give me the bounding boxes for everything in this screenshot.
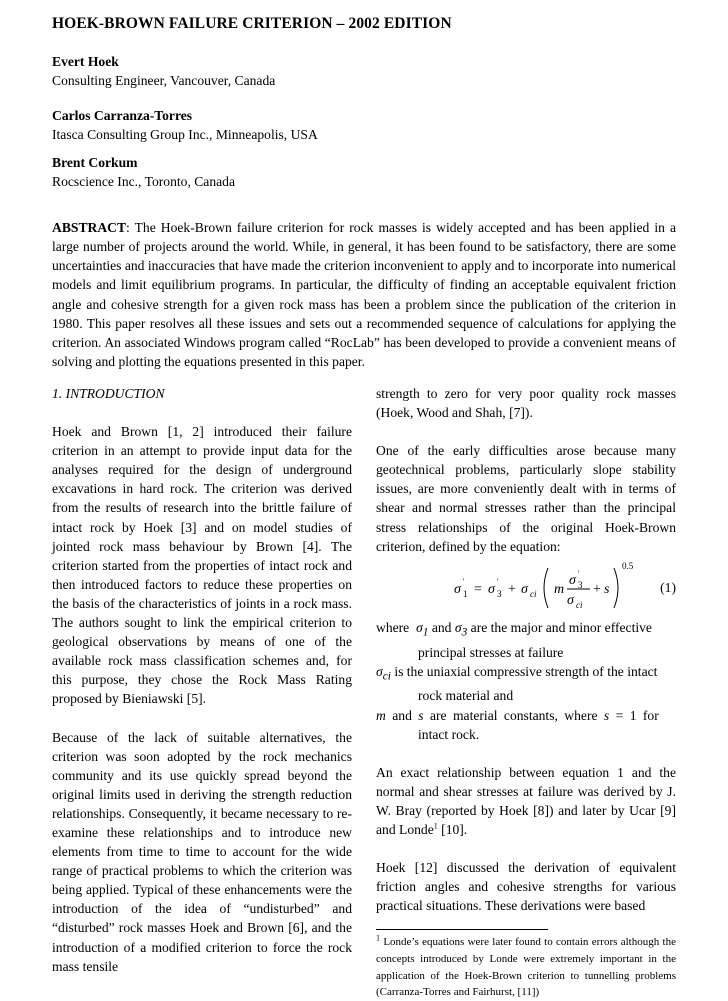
eq-plus: + bbox=[508, 581, 516, 597]
eq-sub-ci: ci bbox=[530, 588, 537, 599]
and-word: and bbox=[431, 619, 452, 635]
author-name: Brent Corkum bbox=[52, 155, 138, 170]
eq-num-sigma3: σ bbox=[569, 572, 576, 588]
eq-equals: = bbox=[474, 581, 482, 597]
section-heading: 1. INTRODUCTION bbox=[52, 386, 165, 401]
paragraph bbox=[376, 763, 676, 839]
sym-sub: 3 bbox=[461, 626, 468, 639]
right-column bbox=[376, 384, 676, 1001]
equation-number: (1) bbox=[660, 579, 676, 595]
eq-m: m bbox=[554, 581, 565, 597]
sym-sigma-ci bbox=[376, 663, 391, 683]
author-affiliation: Consulting Engineer, Vancouver, Canada bbox=[52, 73, 276, 88]
paragraph: Hoek and Brown [1, 2] introduced their failure criterion in an attempt to provide input data for the analyses required for the design of underground excavations in hard rock. The criterion was derived from the results of research into the brittle failure of intact rock by Hoek [3] and on model studies of jointed rock mass behaviour by Brown [4]. The criterion started from the properties of intact rock and then introduced factors to reduce these properties on the basis of the characteristics of joints in a rock mass. The authors sought to link the empirical criterion to geological observations by means of one of the available rock mass classification schemes and, for this purpose, they chose the Rock Mass Rating proposed by Bieniawski [5]. bbox=[52, 424, 352, 707]
eq-left-paren bbox=[544, 568, 548, 608]
paper-title: HOEK-BROWN FAILURE CRITERION – 2002 EDITION bbox=[52, 15, 452, 32]
eq-sigma-ci: σ bbox=[521, 581, 528, 597]
and-word: and bbox=[392, 707, 412, 723]
author-name: Evert Hoek bbox=[52, 54, 119, 69]
footnote-ref: 1 bbox=[433, 821, 438, 831]
eq-den-sub: ci bbox=[576, 599, 583, 610]
eq-sigma1: σ bbox=[454, 581, 461, 597]
where-text: are material constants, where bbox=[429, 707, 598, 723]
author-affiliation: Itasca Consulting Group Inc., Minneapolis, USA bbox=[52, 127, 318, 142]
where-line-3-cont: intact rock. bbox=[418, 726, 480, 742]
where-text: is the uniaxial compressive strength of the intact bbox=[394, 663, 658, 679]
sym-sub: 1 bbox=[422, 626, 429, 639]
where-text: = 1 for bbox=[615, 707, 659, 723]
sym-sigma: σ bbox=[416, 619, 423, 635]
sym-sigma: σ bbox=[454, 619, 462, 635]
footnote-text: Londe’s equations were later found to contain errors although the concepts introduced by Londe were extremely important in the application of the Hoek-Brown criterion to tunnelling problems (Carranza-Torres and Fairhurst, [11]) bbox=[376, 936, 676, 999]
eq-prime: ' bbox=[578, 568, 580, 578]
sym-m: m bbox=[376, 707, 386, 723]
eq-right-paren bbox=[614, 568, 618, 608]
where-line-1 bbox=[376, 618, 676, 643]
sym-sigma3 bbox=[454, 619, 468, 639]
paragraph: Hoek [12] discussed the derivation of equivalent friction angles and cohesive strengths for various practical situations. These derivations were based bbox=[376, 860, 676, 914]
eq-sub3: 3 bbox=[497, 588, 502, 599]
author-block-2 bbox=[52, 106, 318, 144]
eq-sigma3: σ bbox=[488, 581, 495, 597]
hoek-brown-equation bbox=[436, 560, 636, 614]
author-block-3 bbox=[52, 153, 235, 191]
footnote bbox=[376, 934, 676, 1000]
where-word: where bbox=[376, 619, 410, 635]
abstract bbox=[52, 218, 676, 371]
author-block-1 bbox=[52, 52, 275, 90]
sym-s: s bbox=[603, 707, 610, 723]
footnote-divider bbox=[376, 929, 548, 930]
eq-sub1: 1 bbox=[463, 588, 468, 599]
where-line-2-cont: rock material and bbox=[418, 688, 514, 704]
paragraph: strength to zero for very poor quality rock masses (Hoek, Wood and Shah, [7]). bbox=[376, 386, 676, 421]
eq-s: s bbox=[604, 581, 610, 597]
abstract-label: ABSTRACT bbox=[52, 220, 127, 235]
where-line-1-cont: principal stresses at failure bbox=[418, 644, 564, 660]
eq-prime: ' bbox=[497, 576, 499, 586]
equation-1 bbox=[376, 560, 676, 614]
left-column bbox=[52, 384, 352, 976]
where-text: are the major and minor effective bbox=[470, 619, 652, 635]
footnote-mark: 1 bbox=[376, 933, 380, 943]
paragraph: One of the early difficulties arose because many geotechnical problems, particularly slope stability issues, are more conveniently dealt with in terms of shear and normal stresses rather than the principal stress relationships of the original Hoek-Brown criterion, defined by the equation: bbox=[376, 443, 676, 554]
sym-sub: ci bbox=[382, 670, 391, 683]
where-line-2 bbox=[376, 662, 676, 687]
eq-prime: ' bbox=[463, 576, 465, 586]
eq-plus: + bbox=[593, 581, 601, 597]
paragraph-text: [10]. bbox=[437, 822, 468, 838]
eq-den-sigma: σ bbox=[567, 592, 574, 608]
abstract-text: : The Hoek-Brown failure criterion for rock masses is widely accepted and has been applied in a large number of projects around the world. While, in general, it has been found to be satisfactory, there are some uncertainties and inaccuracies that have made the criterion inconvenient to apply and to incorporate into numerical models and limit equilibrium programs. In particular, the difficulty of finding an acceptable equivalent friction angle and cohesive strength for a given rock mass has been a problem since the publication of the criterion in 1980. This paper resolves all these issues and sets out a recommended sequence of calculations for applying the criterion. An associated Windows program called “RocLab” has been developed to provide a convenient means of solving and plotting the equations presented in this paper. bbox=[52, 220, 676, 370]
author-name: Carlos Carranza-Torres bbox=[52, 108, 193, 123]
author-affiliation: Rocscience Inc., Toronto, Canada bbox=[52, 174, 236, 189]
paragraph-text: An exact relationship between equation 1 and the normal and shear stresses at failure was derived by J. W. Bray (reported by Hoek [8]) and later by Ucar [9] and Londe bbox=[376, 764, 676, 838]
paragraph: Because of the lack of suitable alternatives, the criterion was soon adopted by the rock mechanics community and its use quickly spread beyond the original limits used in deriving the strength reduction relationships. Consequently, it became necessary to re-examine these relationships and to introduce new elements from time to time to account for the wide range of practical problems to which the criterion was being applied. Typical of these enhancements were the introduction of the idea of “undisturbed” and “disturbed” rock masses Hoek and Brown [6], and the introduction of a modified criterion to force the rock mass tensile bbox=[52, 729, 352, 974]
eq-num-sub3: 3 bbox=[578, 579, 583, 590]
sym-s: s bbox=[418, 707, 424, 723]
eq-exponent: 0.5 bbox=[622, 560, 634, 571]
where-line-3 bbox=[376, 706, 676, 725]
sym-sigma: σ bbox=[376, 663, 383, 679]
sym-sigma1 bbox=[416, 619, 429, 639]
